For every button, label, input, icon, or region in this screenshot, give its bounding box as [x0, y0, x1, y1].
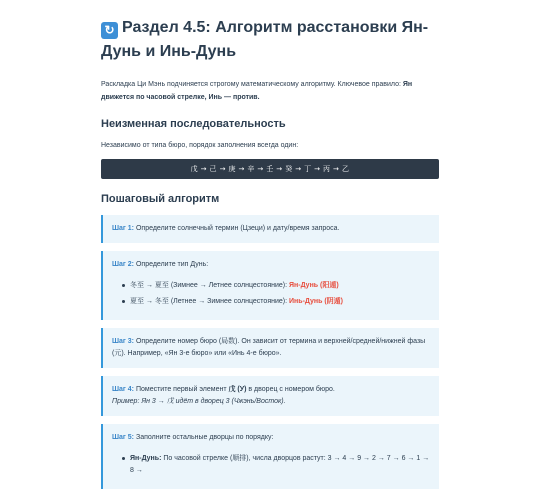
step-text: Определите номер бюро (局数). Он зависит от термина и верхней/средней/нижней фазы (元). Например, «Ян 3-е бюро» или «Инь 4-е бюро». [112, 338, 426, 357]
intro-key-rule: Ян движется по часовой стрелке, Инь — против. [101, 81, 413, 101]
step-label: Шаг 3: [112, 338, 135, 345]
list-item-text: 冬至 → 夏至 (Зимнее → Летнее солнцестояние): [130, 282, 290, 289]
step-text: Определите солнечный термин (Цзеци) и дату/время запроса. [135, 225, 340, 232]
step-text-bold: 戊 (У) [228, 386, 247, 393]
list-item [122, 280, 430, 292]
step-label: Шаг 1: [112, 225, 135, 232]
list-item-text: По часовой стрелке (顺排), числа дворцов растут: 3 → 4 → 9 → 2 → 7 → 6 → 1 → 8 → [130, 455, 430, 474]
step-example: Пример: Ян 3 → 戊 идёт в дворец 3 (Чжэнь/Восток). [112, 398, 286, 405]
step-text: Заполните остальные дворцы по порядку: [135, 434, 274, 441]
step-3 [101, 328, 439, 368]
step-2 [101, 251, 439, 320]
sequence-description: Независимо от типа бюро, порядок заполнения всегда один: [101, 142, 299, 149]
yin-dun-highlight: Инь-Дунь (阴遁) [289, 298, 344, 305]
page-title [101, 16, 439, 64]
step-text: Поместите первый элемент [135, 386, 229, 393]
dun-type-list [122, 280, 430, 308]
list-item-bold: Ян-Дунь: [130, 455, 162, 462]
step-label: Шаг 4: [112, 386, 135, 393]
step-label: Шаг 2: [112, 261, 135, 268]
step-5 [101, 424, 439, 489]
intro-text: Раскладка Ци Мэнь подчиняется строгому математическому алгоритму. Ключевое правило: [101, 81, 403, 88]
step-4 [101, 376, 439, 416]
yang-dun-highlight: Ян-Дунь (阳遁) [289, 282, 339, 289]
page-title-text: Раздел 4.5: Алгоритм расстановки Ян-Дунь и Инь-Дунь [101, 19, 429, 60]
steps-heading: Пошаговый алгоритм [101, 193, 220, 205]
fill-order-list [122, 453, 430, 477]
refresh-arrows-icon: ↻ [101, 22, 118, 39]
intro-paragraph [101, 78, 439, 104]
sequence-heading: Неизменная последовательность [101, 118, 286, 130]
sequence-bar: 戊 → 己 → 庚 → 辛 → 壬 → 癸 → 丁 → 丙 → 乙 [101, 159, 439, 179]
step-text: Определите тип Дунь: [135, 261, 209, 268]
list-item [122, 453, 430, 477]
list-item-text: 夏至 → 冬至 (Летнее → Зимнее солнцестояние): [130, 298, 290, 305]
step-text-end: в дворец с номером бюро. [246, 386, 335, 393]
step-1 [101, 215, 439, 243]
list-item [122, 296, 430, 308]
step-label: Шаг 5: [112, 434, 135, 441]
